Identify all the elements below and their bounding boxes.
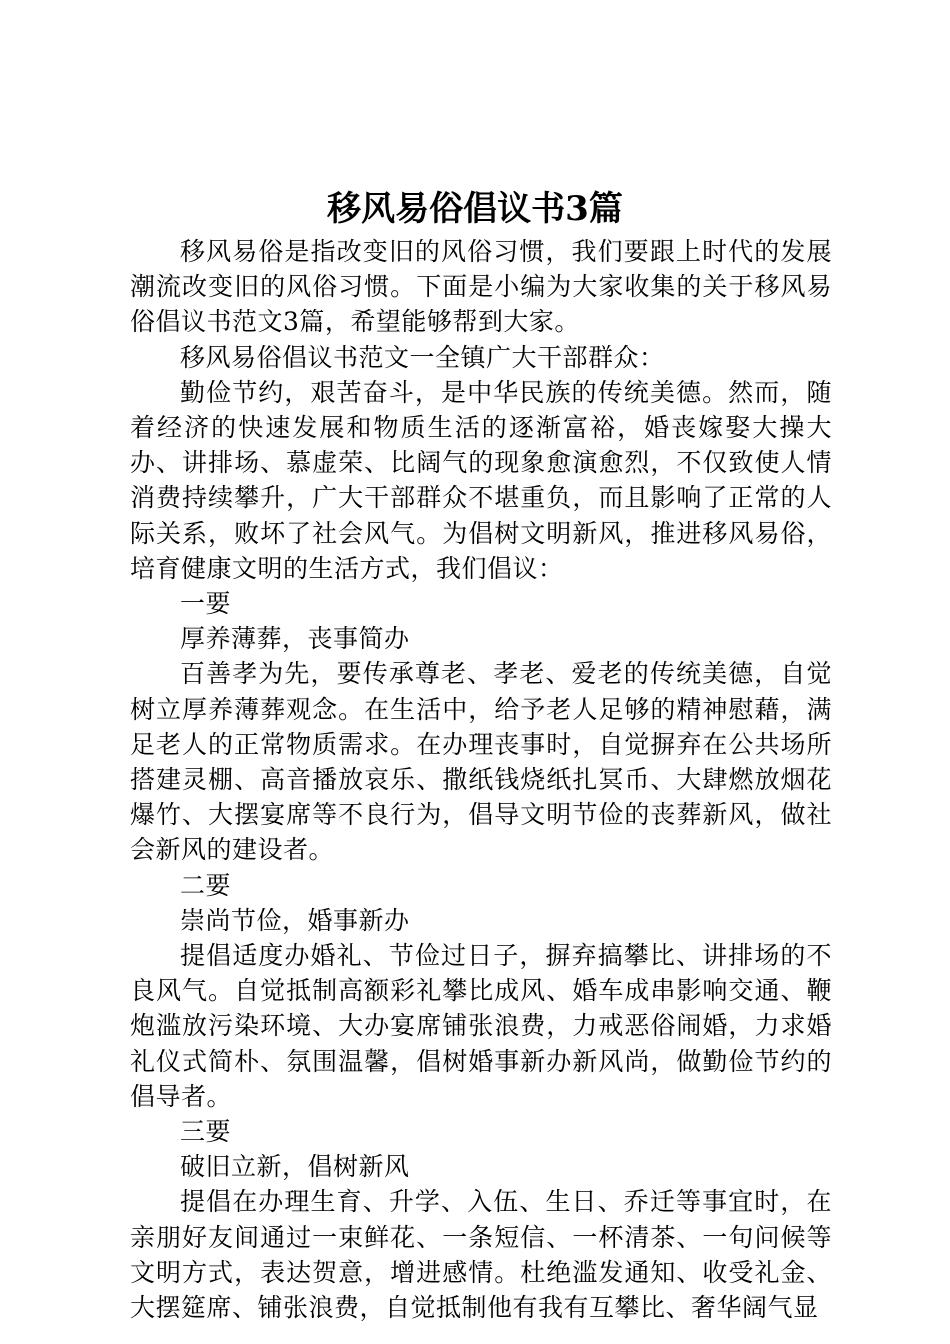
section-number: 二要 bbox=[180, 870, 232, 900]
document-title: 移风易俗倡议书3篇 bbox=[327, 189, 623, 229]
salutation-line: 移风易俗倡议书范文一全镇广大干部群众： bbox=[180, 342, 665, 372]
body-paragraph: 提倡在办理生育、升学、入伍、生日、乔迁等事宜时，在亲朋好友间通过一束鲜花、一条短信、一杯清茶、一句问候等文明方式，表达贺意，增进感情。杜绝滥发通知、收受礼金、大摆筵席、铺张浪费，自觉抵制他有我有互攀比、奢华阔气显 bbox=[130, 1187, 832, 1323]
section-number: 三要 bbox=[180, 1117, 232, 1147]
body-paragraph: 提倡适度办婚礼、节俭过日子，摒弃搞攀比、讲排场的不良风气。自觉抵制高额彩礼攀比成风、婚车成串影响交通、鞭炮滥放污染环境、大办宴席铺张浪费，力戒恶俗闹婚，力求婚礼仪式简朴、氛围温馨，倡树婚事新办新风尚，做勤俭节约的倡导者。 bbox=[130, 941, 832, 1111]
document-body bbox=[130, 234, 832, 1325]
body-paragraph: 勤俭节约，艰苦奋斗，是中华民族的传统美德。然而，随着经济的快速发展和物质生活的逐渐富裕，婚丧嫁娶大操大办、讲排场、慕虚荣、比阔气的现象愈演愈烈，不仅致使人情消费持续攀升，广大干部群众不堪重负，而且影响了正常的人际关系，败坏了社会风气。为倡树文明新风，推进移风易俗，培育健康文明的生活方式，我们倡议： bbox=[130, 377, 832, 583]
intro-paragraph: 移风易俗是指改变旧的风俗习惯，我们要跟上时代的发展潮流改变旧的风俗习惯。下面是小编为大家收集的关于移风易俗倡议书范文3篇，希望能够帮到大家。 bbox=[130, 237, 832, 337]
body-paragraph: 百善孝为先，要传承尊老、孝老、爱老的传统美德，自觉树立厚养薄葬观念。在生活中，给予老人足够的精神慰藉，满足老人的正常物质需求。在办理丧事时，自觉摒弃在公共场所搭建灵棚、高音播放哀乐、撒纸钱烧纸扎冥币、大肆燃放烟花爆竹、大摆宴席等不良行为，倡导文明节俭的丧葬新风，做社会新风的建设者。 bbox=[130, 659, 832, 865]
section-heading: 破旧立新，倡树新风 bbox=[180, 1152, 410, 1182]
section-number: 一要 bbox=[180, 589, 232, 619]
section-heading: 厚养薄葬，丧事简办 bbox=[180, 624, 410, 654]
section-heading: 崇尚节俭，婚事新办 bbox=[180, 905, 410, 935]
